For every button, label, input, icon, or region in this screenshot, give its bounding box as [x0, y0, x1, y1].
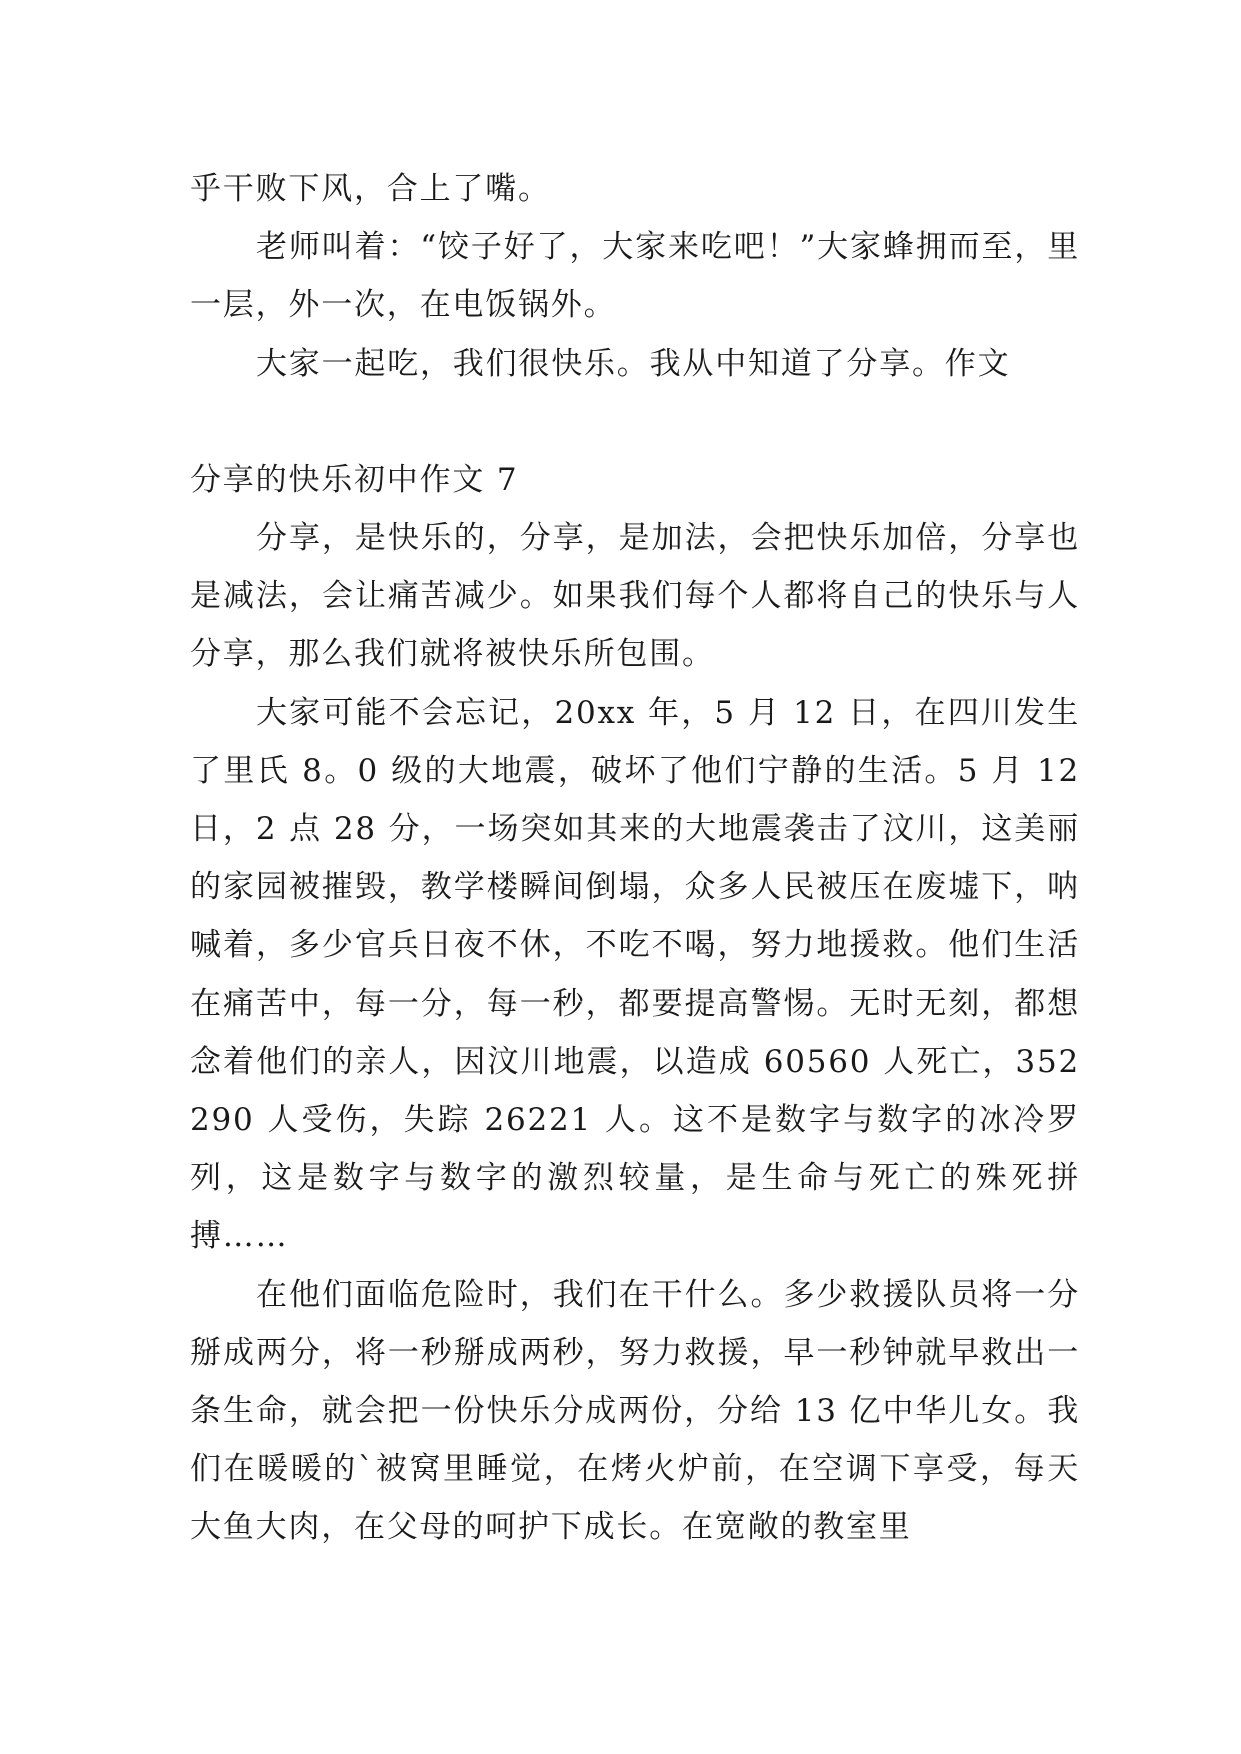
- paragraph: 大家一起吃，我们很快乐。我从中知道了分享。作文: [256, 345, 1011, 382]
- paragraph: 分享，是快乐的，分享，是加法，会把快乐加倍，分享也是减法，会让痛苦减少。如果我们每个人都将自己的快乐与人分享，那么我们就将被快乐所包围。: [190, 520, 1080, 673]
- paragraph: 老师叫着：“饺子好了，大家来吃吧！”大家蜂拥而至，里一层，外一次，在电饭锅外。: [190, 229, 1080, 324]
- paragraph: 大家可能不会忘记，20xx 年，5 月 12 日，在四川发生了里氏 8。0 级的大地震，破坏了他们宁静的生活。5 月 12 日，2 点 28 分，一场突如其来的大地震袭击了汶川，这美丽的家园被摧毁，教学楼瞬间倒塌，众多人民被压在废墟下，呐喊着，多少官兵日夜不休，不吃不喝，努力地援救。他们生活在痛苦中，每一分，每一秒，都要提高警惕。无时无刻，都想念着他们的亲人，因汶川地震，以造成 60560 人死亡，352290 人受伤，失踪 26221 人。这不是数字与数字的冰冷罗列，这是数字与数字的激烈较量，是生命与死亡的殊死拼搏……: [190, 694, 1080, 1255]
- section-title: 分享的快乐初中作文 7: [190, 461, 519, 498]
- document-body: [190, 160, 1080, 1557]
- paragraph: 在他们面临危险时，我们在干什么。多少救援队员将一分掰成两分，将一秒掰成两秒，努力救援，早一秒钟就早救出一条生命，就会把一份快乐分成两份，分给 13 亿中华儿女。我们在暖暖的`被窝里睡觉，在烤火炉前，在空调下享受，每天大鱼大肉，在父母的呵护下成长。在宽敞的教室里: [190, 1276, 1080, 1546]
- continuation-paragraph: 乎干败下风，合上了嘴。: [190, 171, 551, 207]
